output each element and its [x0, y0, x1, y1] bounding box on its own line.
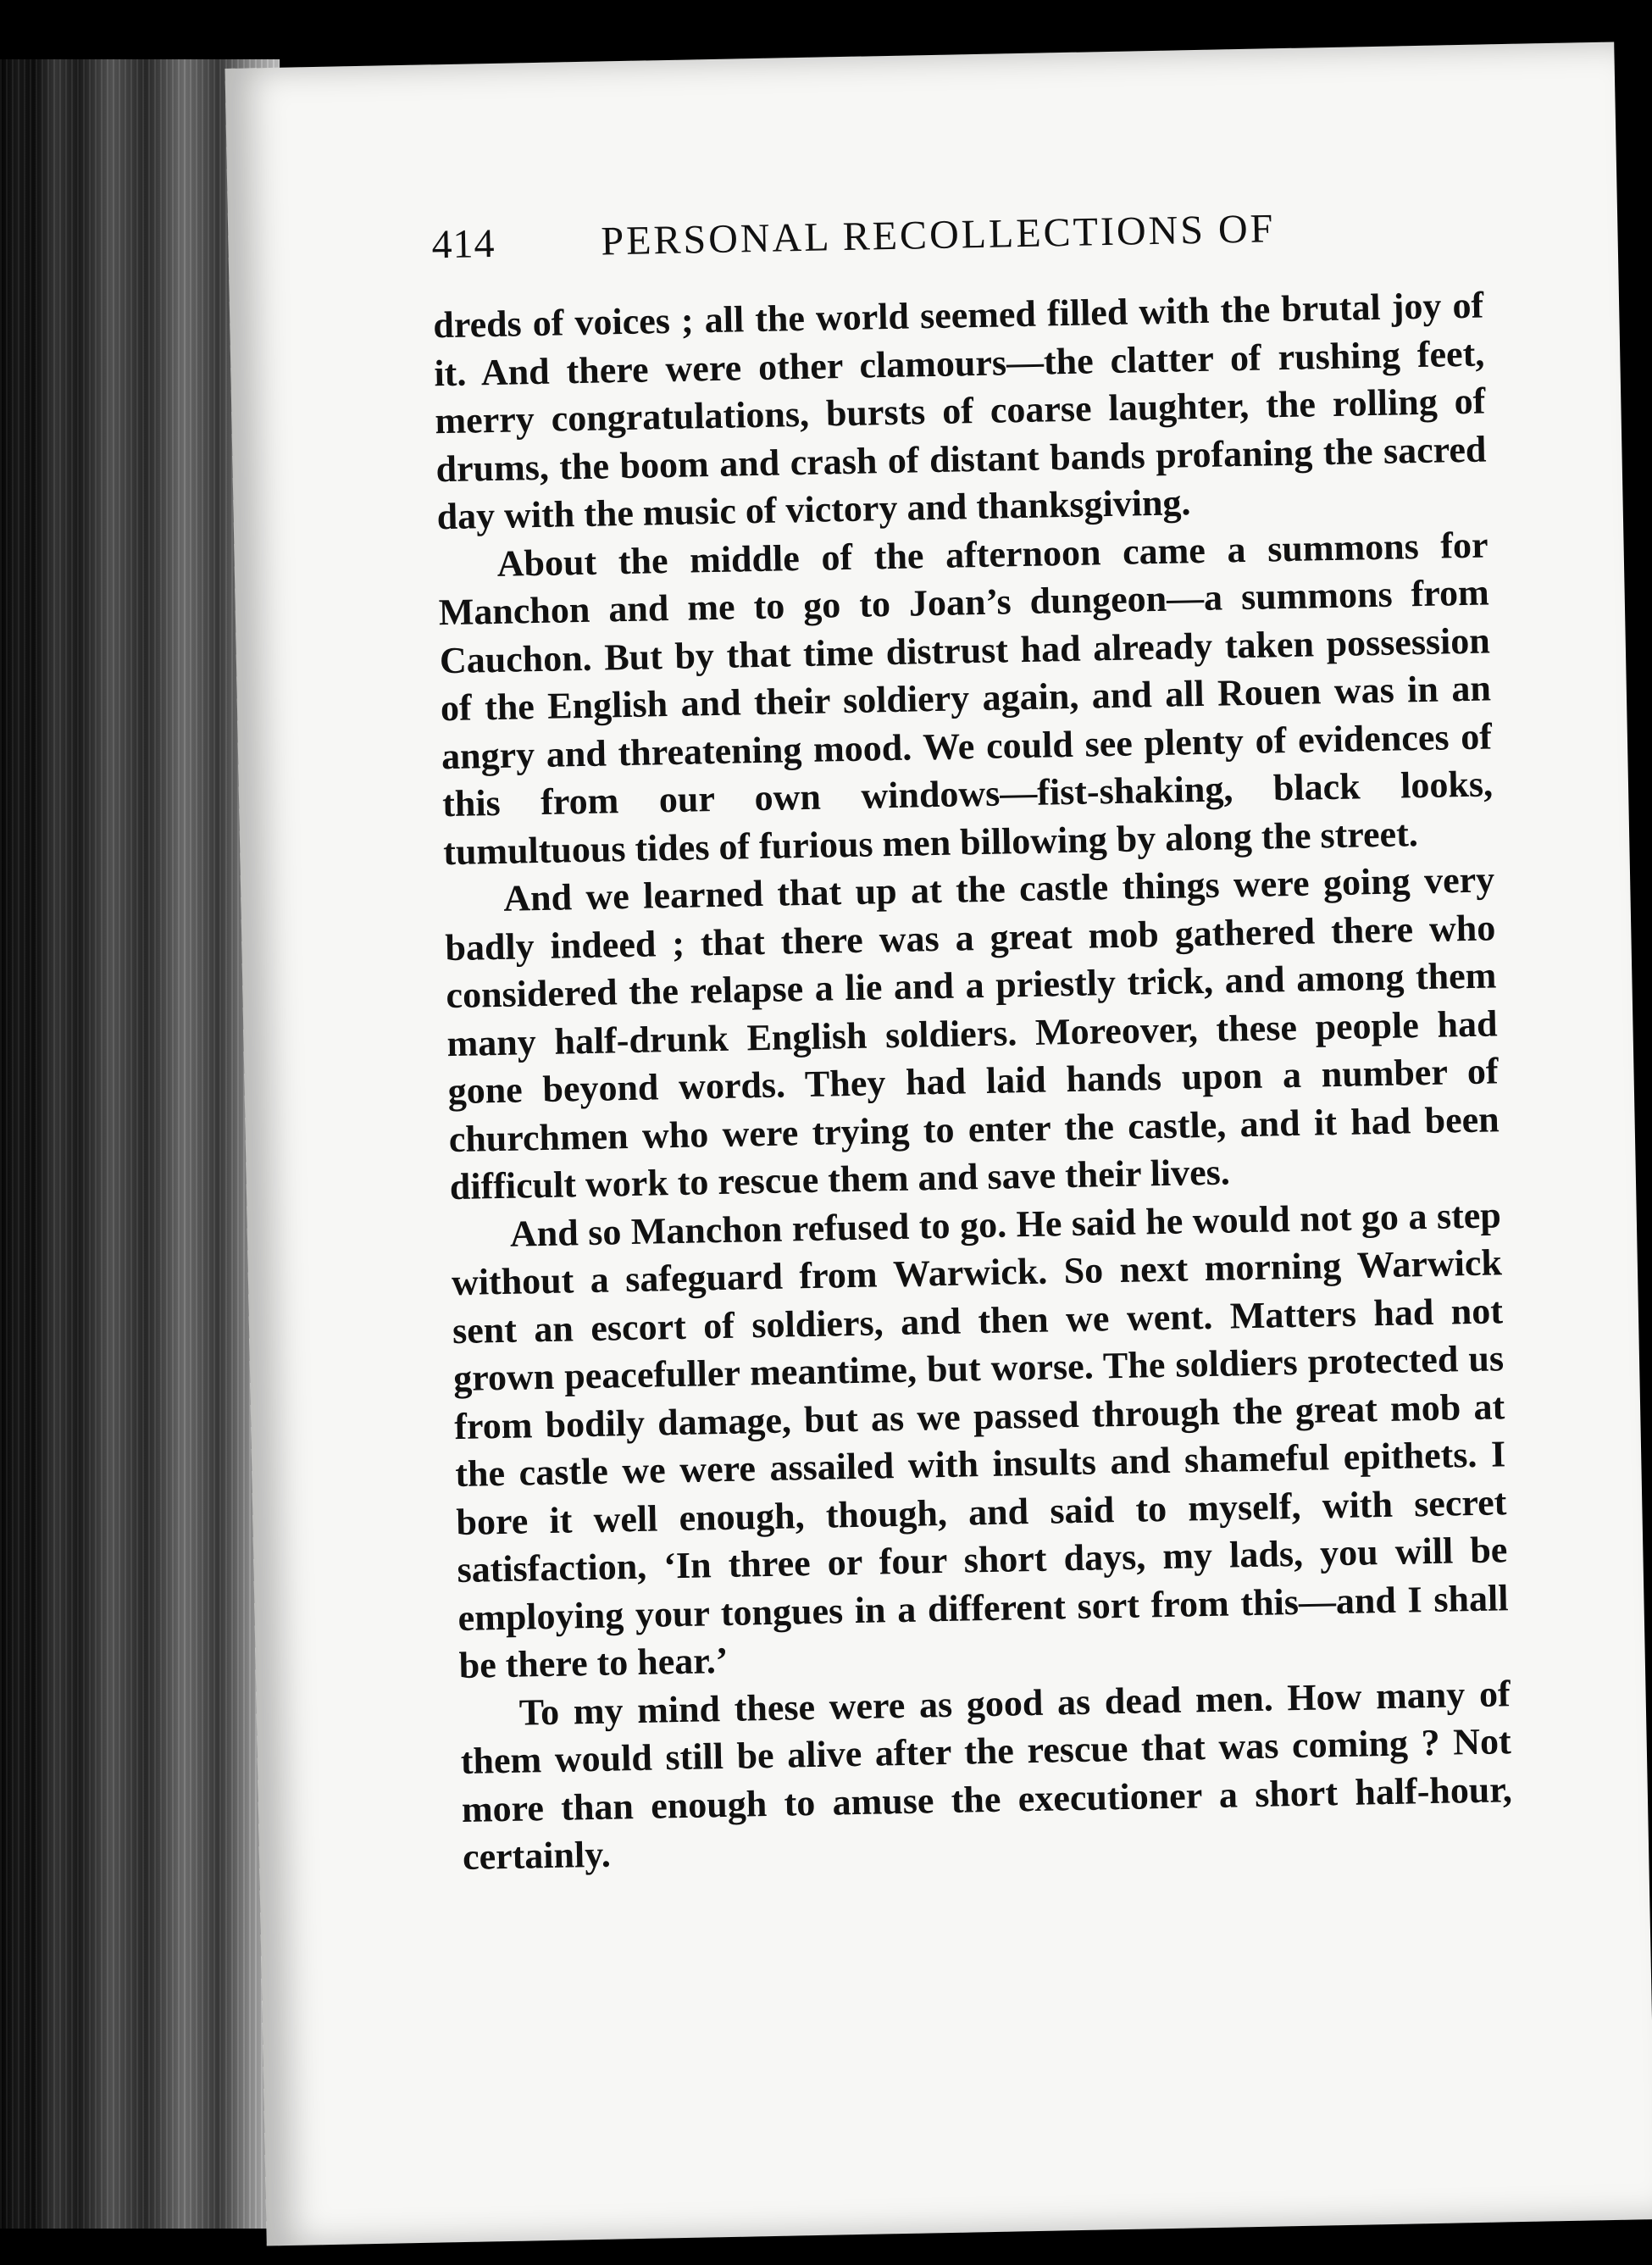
paragraph-5: To my mind these were as good as dead men. How many of them would still be alive after the rescue that was coming ? Not more than enough to amuse the executioner a short half-hour, certainly.	[460, 1672, 1513, 1878]
paragraph-1: dreds of voices ; all the world seemed filled with the brutal joy of it. And there were other clamours—the clatter of rushing feet, merry congratulations, bursts of coarse laughter, the rolling of drums, the boom and crash of distant bands profaning the sacred day with the music of victory and thanksgiving.	[432, 284, 1487, 538]
page-number: 414	[431, 220, 496, 268]
page-header	[431, 200, 1550, 289]
page-body	[433, 282, 1514, 1882]
paragraph-3: And we learned that up at the castle things were going very badly indeed ; that there was a great mob gathered there who considered the relapse a lie and a priestly trick, and among them many half-drunk English soldiers. Moreover, these people had gone beyond words. They had laid hands upon a number of churchmen who were trying to enter the castle, and it had been difficult work to rescue them and save their lives.	[444, 858, 1500, 1208]
book-page	[225, 42, 1652, 2246]
running-head: PERSONAL RECOLLECTIONS OF	[600, 206, 1276, 264]
paragraph-4: And so Manchon refused to go. He said he would not go a step without a safeguard from Warwick. So next morning Warwick sent an escort of soldiers, and then we went. Matters had not grown peacefuller meantime, but worse. The soldiers protected us from bodily damage, but as we passed through the great mob at the castle we were assailed with insults and shameful epithets. I bore it well enough, though, and said to myself, with secret satisfaction, ‘In three or four short days, my lads, you will be employing your tongues in a different sort from this—and I shall be there to hear.’	[451, 1193, 1509, 1687]
paragraph-2: About the middle of the afternoon came a summons for Manchon and me to go to Joan’s dungeon—a summons from Cauchon. But by that time distrust had already taken possession of the English and their soldiery again, and all Rouen was in an angry and threatening mood. We could see plenty of evidences of this from our own windows—fist-shaking, black looks, tumultuous tides of furious men billowing by along the street.	[438, 523, 1494, 873]
